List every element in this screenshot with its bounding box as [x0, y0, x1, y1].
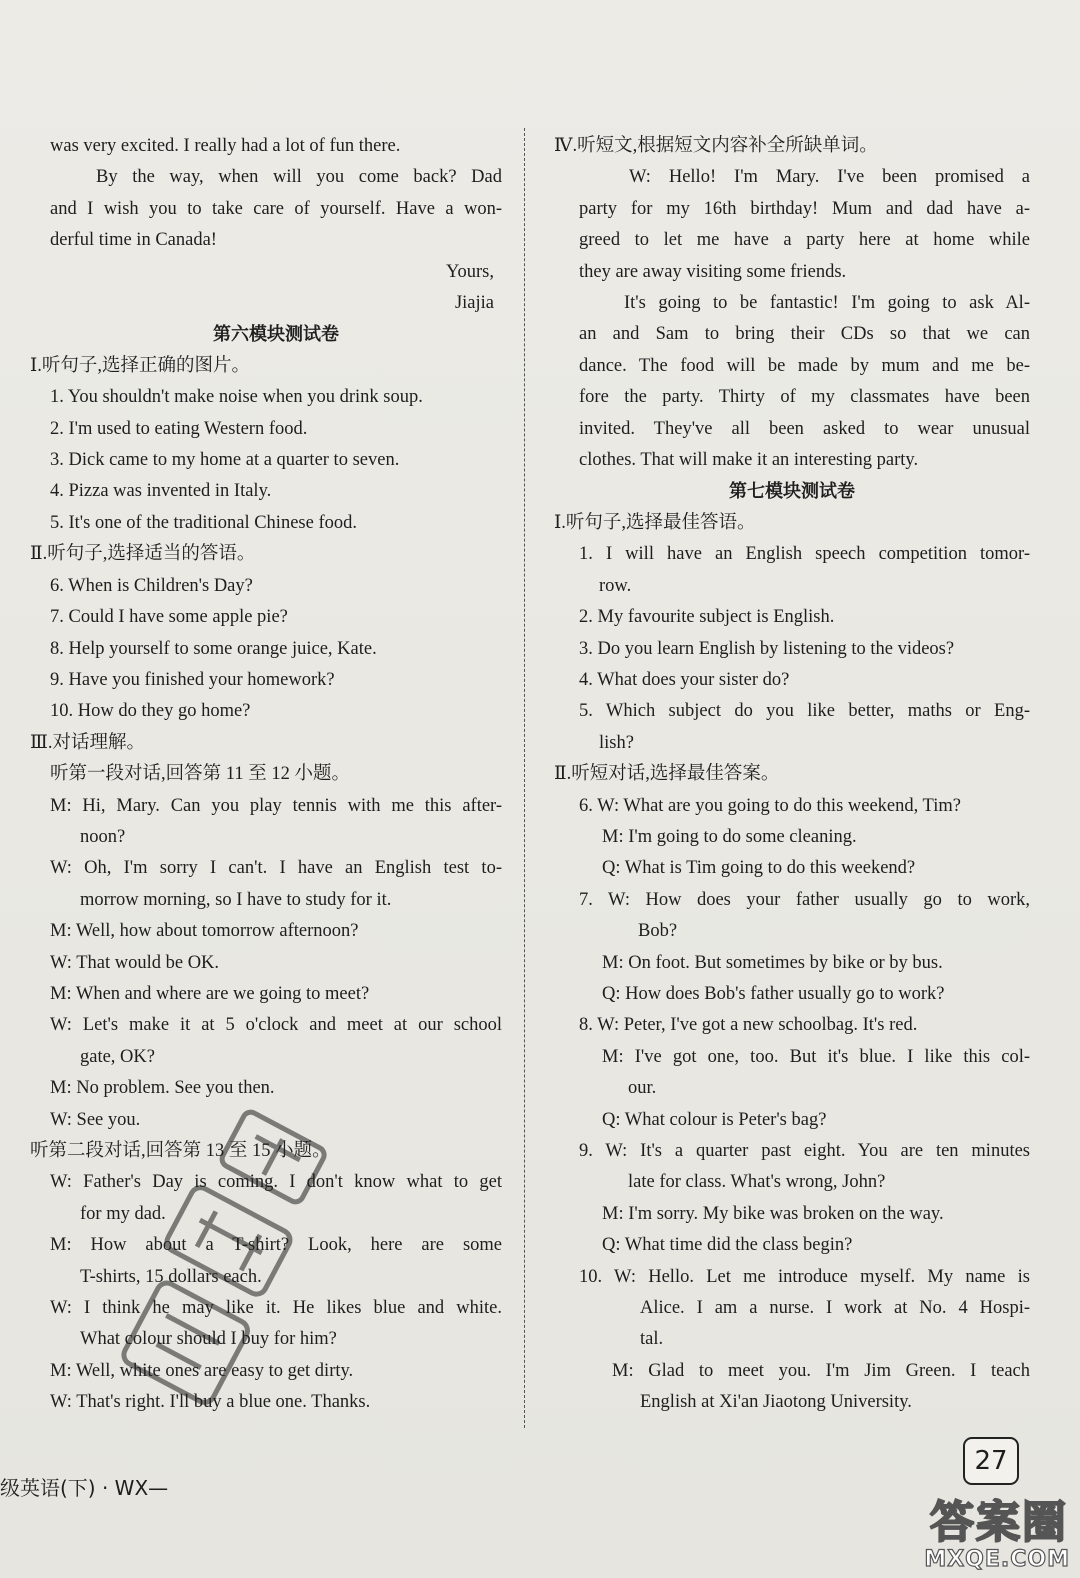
text-line: M: When and where are we going to meet?: [50, 983, 370, 1004]
text-line: M: Glad to meet you. I'm Jim Green. I teach: [612, 1360, 1030, 1381]
text-line: noon?: [80, 826, 126, 847]
text-line: 8. Help yourself to some orange juice, Kate.: [50, 638, 377, 659]
text-line: lish?: [599, 732, 634, 753]
text-line: Alice. I am a nurse. I work at No. 4 Hospi-: [640, 1298, 1030, 1319]
site-logo-cn: 答案圈: [930, 1497, 1068, 1548]
text-line: derful time in Canada!: [50, 230, 217, 251]
text-line: M: I'm going to do some cleaning.: [602, 826, 857, 847]
text-line: greed to let me have a party here at home while: [579, 230, 1030, 251]
text-line: dance. The food will be made by mum and me be-: [579, 355, 1030, 376]
text-line: late for class. What's wrong, John?: [628, 1172, 886, 1193]
text-line: 1. You shouldn't make noise when you drink soup.: [50, 387, 423, 408]
text-line: 7. W: How does your father usually go to work,: [579, 889, 1030, 910]
text-line: 10. W: Hello. Let me introduce myself. My name is: [579, 1266, 1030, 1287]
text-line: Ⅰ.听句子,选择最佳答语。: [554, 512, 756, 533]
text-line: party for my 16th birthday! Mum and dad have a-: [579, 198, 1030, 219]
text-line: 5. It's one of the traditional Chinese food.: [50, 512, 357, 533]
site-logo-url: MXQE.COM: [924, 1547, 1070, 1572]
text-line: English at Xi'an Jiaotong University.: [640, 1392, 912, 1413]
text-line: an and Sam to bring their CDs so that we can: [579, 324, 1030, 345]
text-line: 8. W: Peter, I've got a new schoolbag. It's red.: [579, 1015, 918, 1036]
text-line: 听第一段对话,回答第 11 至 12 小题。: [50, 764, 350, 785]
text-line: M: Hi, Mary. Can you play tennis with me this after-: [50, 795, 502, 816]
text-line: 6. W: What are you going to do this weekend, Tim?: [579, 795, 961, 816]
text-line: M: On foot. But sometimes by bike or by bus.: [602, 952, 943, 973]
text-line: they are away visiting some friends.: [579, 261, 847, 282]
text-line: invited. They've all been asked to wear unusual: [579, 418, 1030, 439]
text-line: Q: How does Bob's father usually go to work?: [602, 983, 945, 1004]
text-line: W: Father's Day is coming. I don't know what to get: [50, 1172, 502, 1193]
text-line: Bob?: [638, 921, 678, 942]
text-line: T-shirts, 15 dollars each.: [80, 1266, 262, 1287]
text-line: Ⅰ.听句子,选择正确的图片。: [30, 355, 251, 376]
text-line: 9. Have you finished your homework?: [50, 669, 335, 690]
text-line: Q: What colour is Peter's bag?: [602, 1109, 827, 1130]
text-line: 4. What does your sister do?: [579, 669, 790, 690]
text-line: W: Let's make it at 5 o'clock and meet at our school: [50, 1015, 502, 1036]
text-line: 1. I will have an English speech competition tomor-: [579, 544, 1030, 565]
text-line: W: See you.: [50, 1109, 141, 1130]
text-line: W: Hello! I'm Mary. I've been promised a: [629, 167, 1030, 188]
text-line: W: That's right. I'll buy a blue one. Thanks.: [50, 1392, 371, 1413]
text-line: W: I think he may like it. He likes blue and white.: [50, 1298, 502, 1319]
text-line: Q: What time did the class begin?: [602, 1235, 853, 1256]
text-line: Yours,: [446, 261, 494, 282]
text-line: M: I'm sorry. My bike was broken on the way.: [602, 1203, 944, 1224]
text-line: W: That would be OK.: [50, 952, 220, 973]
text-line: Ⅲ.对话理解。: [30, 732, 145, 753]
text-line: 7. Could I have some apple pie?: [50, 607, 288, 628]
text-line: our.: [628, 1078, 657, 1099]
text-line: 3. Dick came to my home at a quarter to seven.: [50, 450, 400, 471]
text-line: morrow morning, so I have to study for it.: [80, 889, 392, 910]
text-line: W: Oh, I'm sorry I can't. I have an English test to-: [50, 858, 502, 879]
text-line: gate, OK?: [80, 1046, 155, 1067]
text-line: M: Well, how about tomorrow afternoon?: [50, 921, 359, 942]
text-line: 2. My favourite subject is English.: [579, 607, 835, 628]
column-divider: [524, 128, 525, 1428]
text-line: Ⅳ.听短文,根据短文内容补全所缺单词。: [554, 136, 878, 156]
text-line: was very excited. I really had a lot of fun there.: [50, 136, 401, 156]
page-number: 27: [963, 1437, 1019, 1485]
text-line: 3. Do you learn English by listening to the videos?: [579, 638, 955, 659]
text-line: 2. I'm used to eating Western food.: [50, 418, 308, 439]
text-line: 4. Pizza was invented in Italy.: [50, 481, 272, 502]
text-line: row.: [599, 575, 632, 596]
text-line: tal.: [640, 1329, 664, 1350]
text-line: M: No problem. See you then.: [50, 1078, 275, 1099]
text-line: M: I've got one, too. But it's blue. I like this col-: [602, 1046, 1030, 1067]
right-column: [554, 131, 1030, 1419]
text-line: Q: What is Tim going to do this weekend?: [602, 858, 916, 879]
text-line: What colour should I buy for him?: [80, 1329, 337, 1350]
stamp-watermark-icon: [100, 1100, 360, 1440]
text-line: for my dad.: [80, 1203, 166, 1224]
text-line: 第七模块测试卷: [729, 481, 855, 503]
text-line: 9. W: It's a quarter past eight. You are ten minutes: [579, 1141, 1030, 1161]
text-line: By the way, when will you come back? Dad: [96, 167, 502, 188]
text-line: Ⅱ.听短对话,选择最佳答案。: [554, 764, 780, 785]
text-line: Ⅱ.听句子,选择适当的答语。: [30, 544, 256, 565]
text-line: 6. When is Children's Day?: [50, 575, 253, 596]
text-line: Jiajia: [454, 293, 494, 314]
text-line: It's going to be fantastic! I'm going to ask Al-: [624, 293, 1030, 314]
text-line: clothes. That will make it an interesting party.: [579, 450, 919, 471]
text-line: M: Well, white ones are easy to get dirty.: [50, 1360, 354, 1381]
text-line: 第六模块测试卷: [213, 324, 339, 346]
text-line: fore the party. Thirty of my classmates have been: [579, 387, 1030, 408]
text-line: M: How about a T-shirt? Look, here are some: [50, 1235, 502, 1256]
site-logo: [895, 1480, 1080, 1578]
text-line: 10. How do they go home?: [50, 701, 251, 722]
text-line: and I wish you to take care of yourself. Have a won-: [50, 198, 502, 219]
text-line: 5. Which subject do you like better, maths or Eng-: [579, 701, 1030, 722]
book-label: 级英语(下) · WX—: [0, 1476, 169, 1500]
text-line: 听第二段对话,回答第 13 至 15 小题。: [30, 1141, 331, 1161]
